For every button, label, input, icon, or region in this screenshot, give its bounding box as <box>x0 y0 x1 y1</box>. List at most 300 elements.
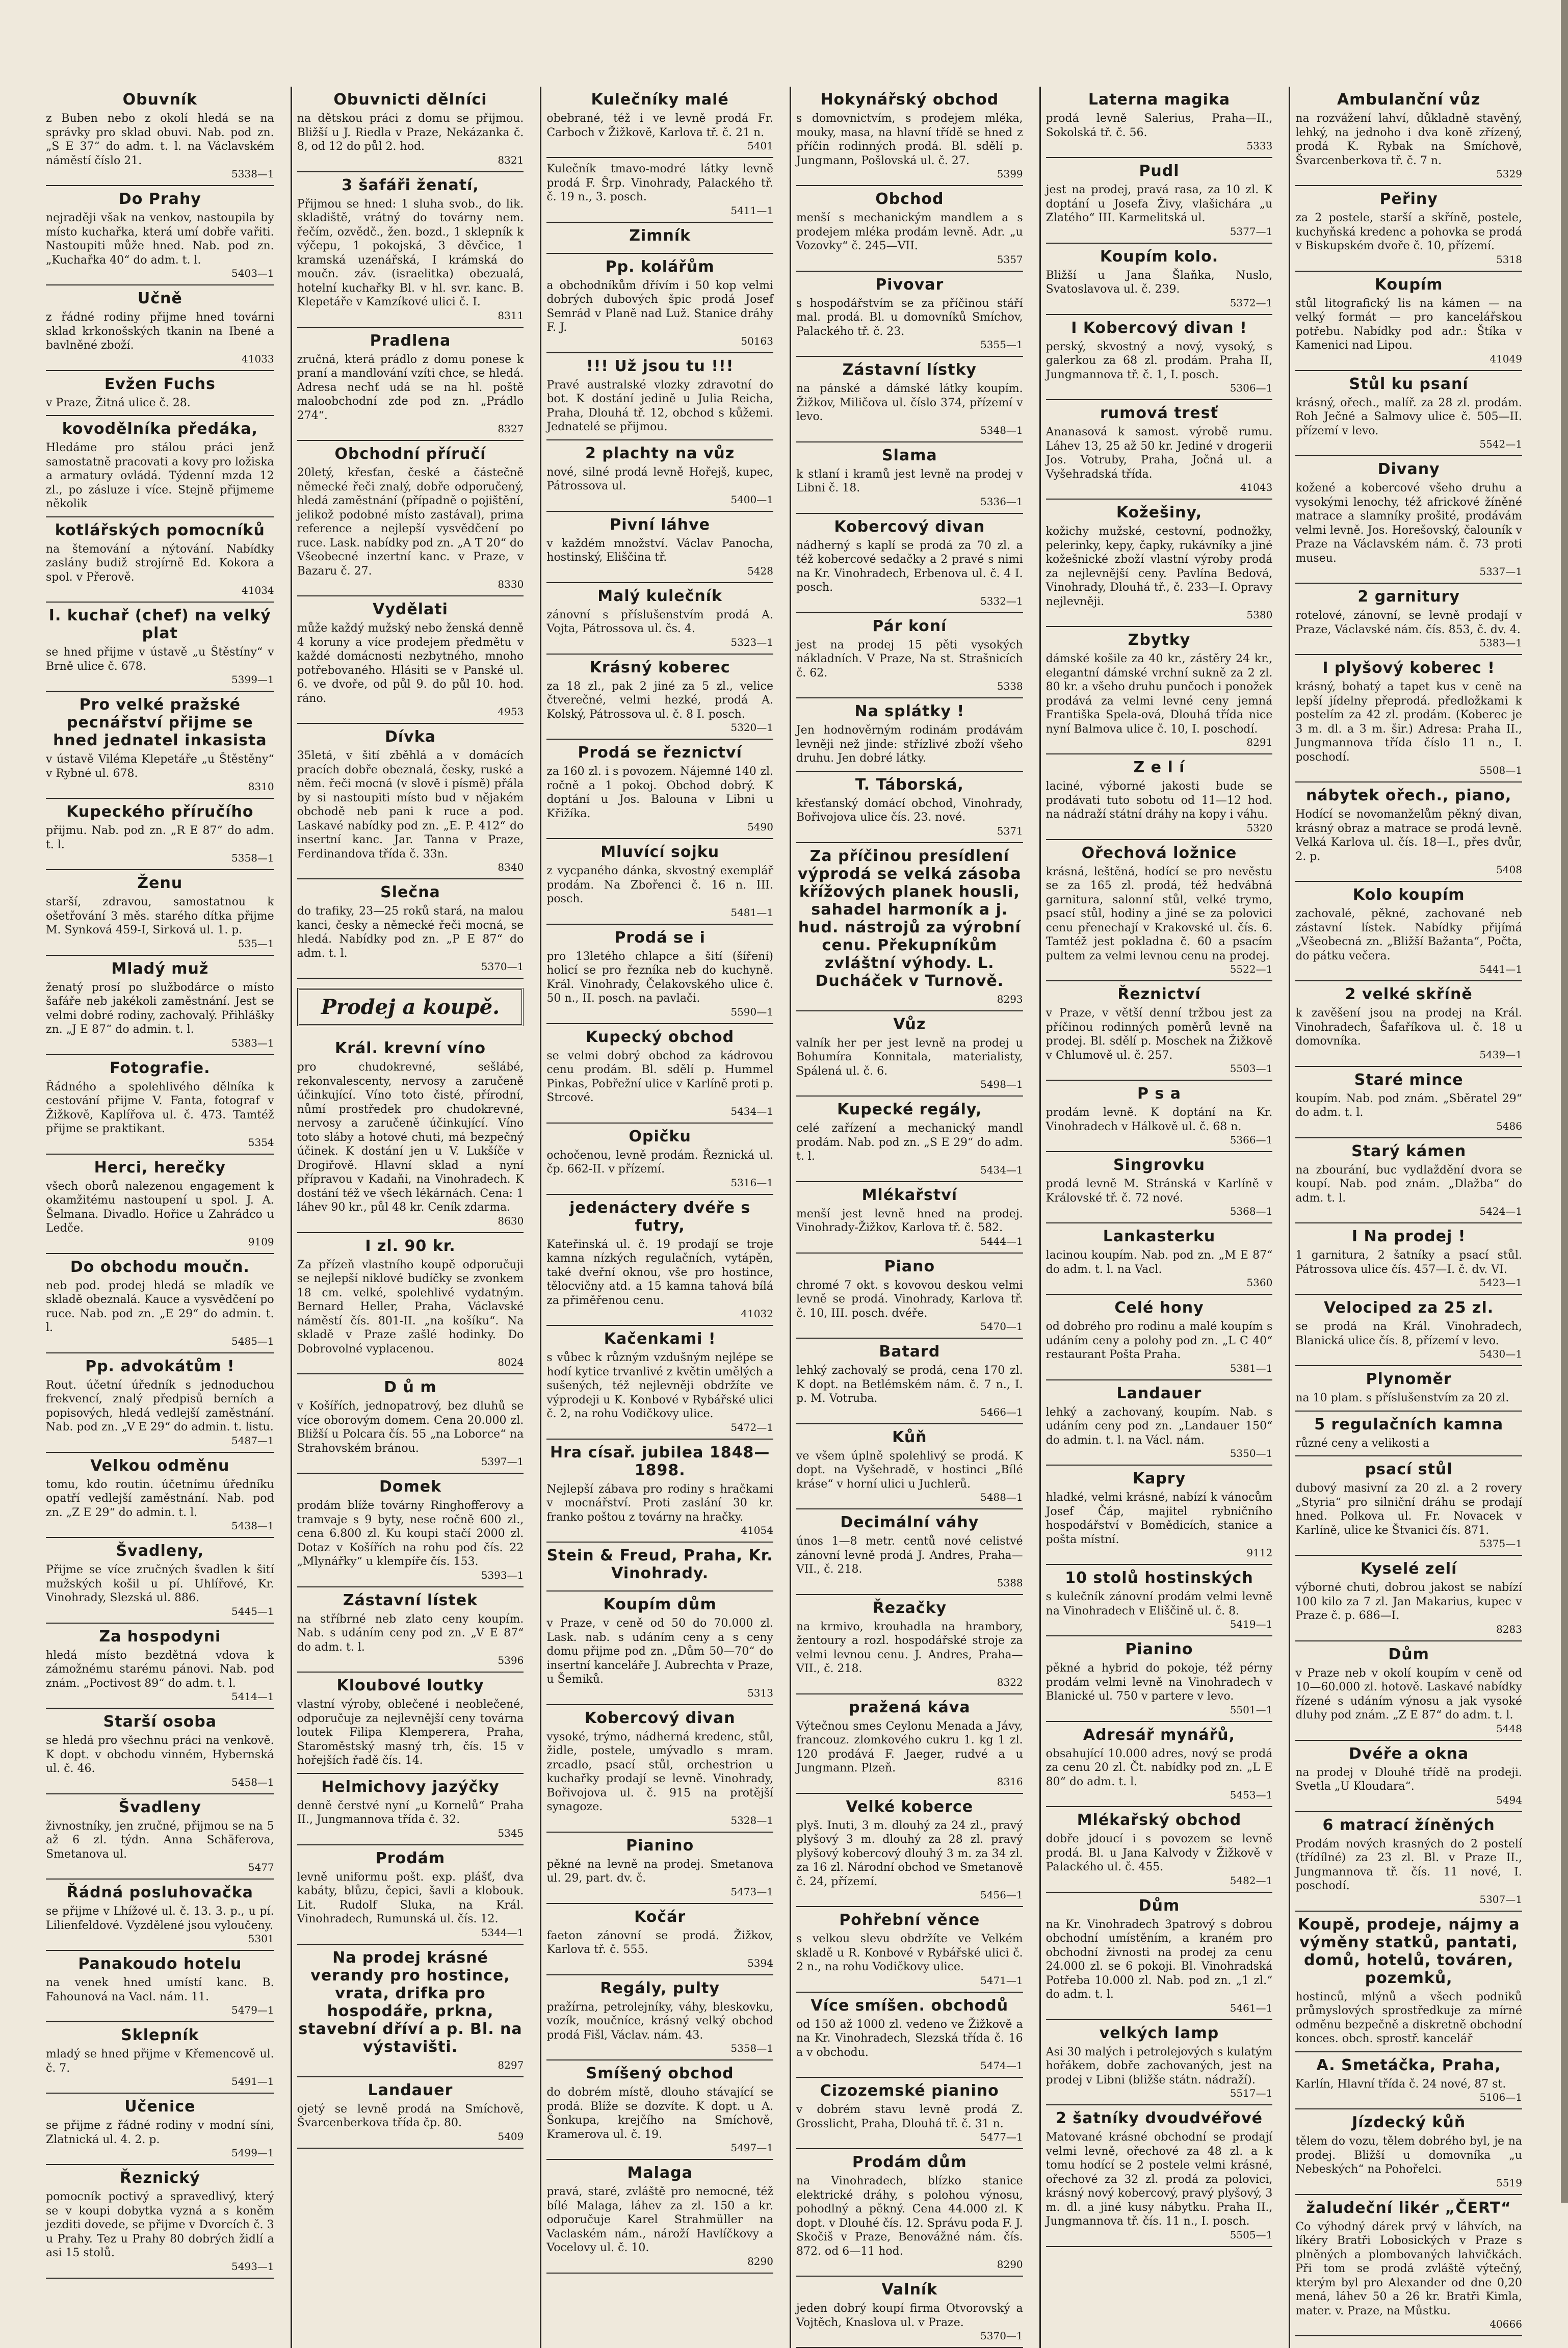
ad-code: 5332—1 <box>980 594 1023 607</box>
ad-text: krásný, ořech., malíř. za 28 zl. prodám. Roh Ječné a Salmovy ulice č. 505—II. přízemí v levo. <box>1295 396 1522 437</box>
classified-ad <box>546 740 773 839</box>
ad-code: 40666 <box>1489 2318 1522 2330</box>
ad-title: Ořechová ložnice <box>1081 844 1237 862</box>
ad-code: 5370—1 <box>980 2330 1023 2342</box>
classified-ad <box>546 87 773 158</box>
ad-title: I zl. 90 kr. <box>365 1237 456 1255</box>
ad-code: 8310 <box>248 780 274 793</box>
ad-title: 6 matrací žíněných <box>1322 1816 1495 1834</box>
ad-code: 8293 <box>997 993 1023 1005</box>
classified-ad <box>1295 655 1522 782</box>
classified-ad <box>546 2060 773 2160</box>
classified-ad <box>546 1705 773 1833</box>
ad-title: Dvéře a okna <box>1349 1744 1469 1763</box>
ad-text: tělem do vozu, tělem dobrého byl, je na prodej. Bližší u domovníka „u Nebeských“ na Pohořelci. <box>1295 2135 1522 2176</box>
ad-code: 5348—1 <box>980 424 1023 436</box>
classified-ad <box>546 839 773 925</box>
ad-code: 5383—1 <box>231 1036 274 1049</box>
ad-text: výborné chuti, dobrou jakost se nabízí 100 kilo za 7 zl. Jan Makarius, kupec v Praze č. p. 686—I. <box>1295 1581 1522 1622</box>
ad-title: Batard <box>879 1343 940 1361</box>
ad-title: I Kobercový divan ! <box>1071 319 1247 337</box>
ad-title: kovodělníka předáka, <box>62 420 258 438</box>
classified-ad <box>796 186 1023 272</box>
ad-title: Vydělati <box>373 601 448 618</box>
ad-text: chromé 7 okt. s kovovou deskou velmi levně se prodá. Vinohrady, Karlova tř. č. 10, III. posch. dvéře. <box>796 1279 1023 1320</box>
ad-text: kožichy mužské, cestovní, podnožky, pelerinky, kepy, čapky, rukávníky a jiné kožešnické zboží vlastní výroby prodá za nejlevnější ceny. Pavlína Bedová, Vinohrady, Dlouhá tř., č. 233—I. Opravy nejlevněji. <box>1046 525 1273 608</box>
ad-code: 5336—1 <box>980 495 1023 508</box>
ad-title: Kloubové loutky <box>336 1677 484 1694</box>
classified-ad <box>546 1592 773 1705</box>
classified-ad <box>546 353 773 440</box>
classified-ad <box>1295 1641 1522 1741</box>
classified-ad <box>297 1587 524 1673</box>
ad-text: pro 13letého chlapce a šití (šíření) holicí se pro řezníka neb do kuchyně. Král. Vinohrady, Čelakovského ulice č. 50 n., II. posch. na pavlači. <box>546 950 773 1005</box>
ad-code: 41034 <box>242 584 274 596</box>
ad-code: 5329 <box>1496 168 1522 180</box>
ad-title: Dům <box>1138 1896 1180 1915</box>
ad-title: Pradlena <box>370 331 451 350</box>
ad-code: 5377—1 <box>1230 225 1273 238</box>
ad-text: a obchodníkům dřívím i 50 kop velmi dobrých dubových špic prodá Josef Semrád v Planě nad Luž. Stanice dráhy F. J. <box>546 279 773 334</box>
ad-code: 5505—1 <box>1230 2228 1273 2241</box>
classified-ad <box>1295 1912 1522 2052</box>
classified-ad <box>46 1794 274 1880</box>
classified-ad <box>46 1453 274 1538</box>
ad-code: 5517—1 <box>1230 2087 1273 2099</box>
ad-title: Kupecké regály, <box>837 1101 982 1118</box>
ad-code: 5328—1 <box>730 1814 773 1827</box>
classified-ad <box>1046 754 1273 840</box>
ad-code: 5438—1 <box>231 1520 274 1532</box>
classified-ad <box>1295 782 1522 882</box>
ad-code: 5396 <box>498 1654 524 1666</box>
ad-code: 5400—1 <box>730 493 773 506</box>
classified-ad <box>796 514 1023 613</box>
ad-title: Ženu <box>137 874 183 892</box>
ad-code: 5401 <box>747 140 773 152</box>
ad-code: 5486 <box>1496 1119 1522 1132</box>
classified-ad <box>1046 1893 1273 2020</box>
classified-ad <box>297 1035 524 1233</box>
ad-text: v Praze, Žitná ulice č. 28. <box>46 396 191 409</box>
classified-ad <box>46 87 274 186</box>
ad-title: Malý kulečník <box>597 587 722 605</box>
classified-ad <box>1295 1138 1522 1224</box>
ad-title: Pohřební věnce <box>839 1911 980 1929</box>
ad-title: Pudl <box>1139 162 1180 180</box>
ad-text: v Praze, v ceně od 50 do 70.000 zl. Lask. nab. s udáním ceny a s ceny domu přijme pod zn. „Dům 50—70“ do insertní kanceláře J. Aubrechta v Praze, u Šemiků. <box>546 1617 773 1686</box>
ad-title: kotlářských pomocníků <box>55 521 265 539</box>
classified-ad <box>546 2160 773 2274</box>
ad-code: 9109 <box>248 1235 274 1248</box>
classified-ad <box>46 416 274 517</box>
ad-text: z řádné rodiny přijme hned továrni sklad krkonošských tkanin na Ibené a bavlněné zboží. <box>46 311 274 352</box>
ad-title: Švadleny, <box>116 1542 204 1560</box>
ad-text: pro chudokrevné, sešlábé, rekonvalescenty, nervosy a zaručeně účinkující. Víno toto čisté, přírodní, nůmí prostředek pro chudokrevné, nervosy a zaručeně účinkující. Víno toto sláby a hotové chuti, má bezpečný účinek. K dostání jen u V. Lukšíče v Drogiřově. Hlavní sklad a nyní přípravou v Kadaňi, na Vinohradech. K dostání též ve všech lékárnách. Cena: 1 láhev 90 kr., půl 48 kr. Ceník zdarma. <box>297 1061 524 1214</box>
ad-text: od 150 až 1000 zl. vedeno ve Žižkově a na Kr. Vinohradech, Slezská třída č. 16 a v obchodu. <box>796 2018 1023 2059</box>
classified-ad <box>796 1097 1023 1182</box>
ad-code: 5434—1 <box>730 1105 773 1117</box>
ad-code: 5497—1 <box>730 2142 773 2154</box>
scan-edge <box>1561 0 1568 2203</box>
ad-code: 5423—1 <box>1479 1276 1522 1289</box>
classified-ad <box>796 1182 1023 1254</box>
ad-title: Kožešiny, <box>1116 504 1203 521</box>
ad-text: hostinců, mlýnů a všech podniků průmyslových sprostředkuje za mírné odměnu bezpečně a diskretně obchodní konces. obch. sprostř. kancelář <box>1295 1990 1522 2045</box>
ad-text: dobře jdoucí i s povozem se levně prodá. Bl. u Jana Kalvody v Žižkově v Palackého ul. č. 455. <box>1046 1833 1273 1873</box>
classified-ad <box>796 1424 1023 1510</box>
classified-ad <box>297 1374 524 1474</box>
ad-title: pražená káva <box>849 1698 971 1716</box>
ad-title: Laterna magika <box>1088 91 1231 109</box>
ad-code: 5320—1 <box>730 721 773 734</box>
ad-text: 1 garnitura, 2 šatníky a psací stůl. Pátrossova ulice čís. 457—I. č. dv. VI. <box>1295 1249 1522 1276</box>
classified-ad <box>1046 87 1273 158</box>
ad-title: Prodá se řeznictví <box>578 744 742 762</box>
ad-title: velkých lamp <box>1099 2024 1219 2042</box>
ad-text: Řádného a spolehlivého dělníka k cestování přijme V. Fanta, fotograf v Žižkově, Kaplířova ul. č. 473. Tamtéž přijme se praktikant. <box>46 1080 274 1135</box>
ad-title: Učně <box>137 290 182 307</box>
ad-text: do trafiky, 23—25 roků stará, na malou kanci, česky a německé řeči mocná, se hledá. Nabídky pod zn. „P E 87“ do adm. t. l. <box>297 905 524 960</box>
ad-title: 5 regulačních kamna <box>1314 1415 1504 1433</box>
ad-code: 5522—1 <box>1230 963 1273 975</box>
ad-title: Starý kámen <box>1351 1142 1467 1160</box>
ad-code: 9112 <box>1246 1547 1273 1559</box>
classified-ad <box>546 254 773 353</box>
ad-text: jest na prodej 15 pěti vysokých nákladních. V Praze, Na st. Strašnicích č. 62. <box>796 638 1023 680</box>
ad-code: 5499—1 <box>231 2147 274 2159</box>
ad-text: v Praze, v větší denní tržbou jest za příčinou rodinných poměrů levně na prodej. Bl. sdělí p. Moschek na Žižkově v Chlumově ul. č. 257. <box>1046 1007 1273 1062</box>
ad-code: 5408 <box>1496 864 1522 876</box>
ad-title: Pp. kolářům <box>605 257 715 276</box>
ad-title: Kupeckého příručího <box>66 803 254 821</box>
classified-ad <box>1295 1223 1522 1295</box>
ad-code: 5370—1 <box>481 960 524 973</box>
ad-text: k stlaní i kramů jest levně na prodej v Libni č. 18. <box>796 467 1023 494</box>
ad-code: 5441—1 <box>1479 963 1522 975</box>
classified-ad <box>1295 584 1522 655</box>
ad-title: Starší osoba <box>103 1713 217 1731</box>
ad-title: Krásný koberec <box>589 658 730 676</box>
classified-ad <box>297 87 524 172</box>
ad-text: v každém množství. Václav Panocha, hostinský, Eliščina tř. <box>546 537 773 564</box>
classified-ad <box>1046 2020 1273 2106</box>
ad-text: se přijme z řádné rodiny v modní síni, Zlatnická ul. 4. 2. p. <box>46 2119 274 2146</box>
ad-text: v Praze neb v okolí koupím v ceně od 10—60.000 zl. hotově. Laskavé nabídky řízené s udáním výnosu a jak vysoké dluhy pod znám. „Z E 87“ do adm. t. l. <box>1295 1666 1522 1721</box>
ad-code: 5542—1 <box>1479 438 1522 450</box>
classified-ad <box>297 724 524 879</box>
ad-text: Rout. účetní úředník s jednoduchou frekvencí, znalý předpisů berních a popisových, hledá vedlejší zaměstnání. Nab. pod zn. „V E 29“ do admin. t. listu. <box>46 1378 274 1433</box>
classified-ad <box>1046 1565 1273 1636</box>
ad-text: laciné, výborné jakosti bude se prodávati tuto sobotu od 11—12 hod. na nádraží státní dráhy na kopy i váhu. <box>1046 780 1273 821</box>
classified-ad <box>297 879 524 979</box>
ad-title: Velkou odměnu <box>90 1456 230 1475</box>
classified-ad <box>796 1011 1023 1097</box>
ad-title: Staré mince <box>1354 1071 1464 1089</box>
classified-ad <box>546 512 773 583</box>
ad-code: 5318 <box>1496 253 1522 266</box>
ad-title: Singrovku <box>1113 1156 1205 1174</box>
ad-text: menší s mechanickým mandlem a s prodejem mléka prodám levně. Adr. „u Vozovky“ č. 245—VII. <box>796 212 1023 252</box>
ad-title: I Na prodej ! <box>1351 1228 1466 1245</box>
ad-text: za 18 zl., pak 2 jiné za 5 zl., velice čtverečné, velmi hezké, prodá A. Kolský, Pátrossova ul. č. 8 I. posch. <box>546 680 773 721</box>
ad-title: Cizozemské pianino <box>820 2082 999 2100</box>
ad-text: ojetý se levně prodá na Smíchově, Švarcenberkova třída čp. 80. <box>297 2102 524 2129</box>
ad-text: pražírna, petrolejníky, váhy, bleskovku, vozík, moučníce, krásný velký obchod prodá Fišl, Václav. nám. 43. <box>546 2000 773 2042</box>
ad-title: T. Táborská, <box>855 775 964 794</box>
ad-title: Pianino <box>1125 1640 1193 1658</box>
ad-code: 5501—1 <box>1230 1703 1273 1716</box>
classified-ad <box>297 1233 524 1375</box>
ad-title: 2 šatníky dvoudvéřové <box>1055 2109 1263 2127</box>
classified-ad <box>297 1774 524 1845</box>
classified-ad <box>546 1440 773 1543</box>
ad-code: 41054 <box>741 1524 773 1536</box>
ad-text: Asi 30 malých i petrolejových s kulatým hořákem, dobře zachovaných, jest na prodej v Libni (bližše státn. nádraží). <box>1046 2045 1273 2086</box>
classified-ad <box>297 1945 524 2077</box>
ad-title: Řádná posluhovačka <box>66 1884 253 1901</box>
ad-title: Stůl ku psaní <box>1349 375 1469 393</box>
ad-text: krásný, bohatý a tapet kus v ceně na lepší jídelny přeprodá. předložkami k postelím za 42 zl. prodám. (Koberec je 3 m. dl. a 3 m. šir.) Adresa: Praha II., Jungmannova třída číslo 11 n., I. poschodí. <box>1295 681 1522 764</box>
classified-ad <box>546 1543 773 1592</box>
classified-ad <box>796 698 1023 772</box>
ad-title: Kobercový divan <box>834 517 985 536</box>
ad-code: 5320 <box>1246 821 1273 834</box>
classified-ad <box>1295 882 1522 981</box>
ad-text: pěkné a hybrid do pokoje, též pérny prodám velmi levně na Vinohradech v Blanické ul. 750 v partere v levo. <box>1046 1662 1273 1703</box>
classified-ad <box>1046 1295 1273 1380</box>
ad-text: na krmivo, krouhadla na hrambory, žentoury a rozl. hospodářské stroje za velmi levnou cenu. J. Andres, Praha—VII., č. 218. <box>796 1620 1023 1675</box>
ad-column-5 <box>1039 87 1278 2348</box>
classified-ad <box>1046 1223 1273 1295</box>
ad-text: krásná, leštěná, hodící se pro nevěstu se za 165 zl. prodá, též hedvábná garnitura, salonní stůl, velké trymo, psací stůl, hodiny a jiné se za polovici cenu přenechají v Krakovské ul. čís. 6. Tamtéž jest pokladna č. 60 a psacím pultem za velmi levnou cenu na prodej. <box>1046 865 1273 962</box>
ad-text: mladý se hned přijme v Křemencově ul. č. 7. <box>46 2048 274 2075</box>
ad-code: 5434—1 <box>980 1163 1023 1176</box>
ad-title: Evžen Fuchs <box>104 375 216 393</box>
ad-title: Mlékařství <box>861 1186 958 1204</box>
classified-ad <box>1046 840 1273 982</box>
ad-code: 5338—1 <box>231 168 274 180</box>
classified-ad <box>1295 272 1522 371</box>
classified-ad <box>796 1339 1023 1424</box>
ad-text: neb pod. prodej hledá se mladík ve skladě obeznalá. Kauce a vysvědčení po ruce. Nab. pod zn. „E 29“ do admin. t. l. <box>46 1279 274 1334</box>
ad-text: s vůbec k různým vzdušným nejlépe se hodí kytice trvanlivé z květin umělých a sušených, též nejlevněji obdržíte ve výprodeji u K. Konbové v Rybářské ulici č. 2, na rohu Vodičkovy ulice. <box>546 1351 773 1420</box>
ad-code: 8321 <box>498 153 524 166</box>
ad-text: hledá místo bezdětná vdova k zámožnému starému pánovi. Nab. pod znám. „Poctivost 89“ do adm. t. l. <box>46 1649 274 1690</box>
classified-ad <box>796 2277 1023 2348</box>
ad-title: Pivní láhve <box>610 515 710 534</box>
ad-code: 5458—1 <box>231 1776 274 1788</box>
ad-text: na zbourání, buc vydlaždění dvora se koupí. Nab. pod znám. „Dlažba“ do adm. t. l. <box>1295 1163 1522 1205</box>
classified-ad <box>1046 981 1273 1081</box>
classified-ad <box>796 843 1023 1011</box>
classified-ad <box>297 2077 524 2149</box>
classified-ad <box>46 2165 274 2279</box>
ad-text: jeden dobrý koupí firma Otvorovský a Vojtěch, Knaslova ul. v Praze. <box>796 2302 1023 2329</box>
ad-title: Hokynářský obchod <box>820 91 999 109</box>
ad-text: na 10 plam. s příslušenstvím za 20 zl. <box>1295 1392 1509 1404</box>
ad-title: Landauer <box>1116 1384 1202 1402</box>
ad-code: 4953 <box>498 706 524 718</box>
ad-text: valník her per jest levně na prodej u Bohumíra Konnitala, materialisty, Spálená ul. č. 6. <box>796 1036 1023 1078</box>
ad-text: Bližší u Jana Šlaňka, Nuslo, Svatoslavova ul. č. 239. <box>1046 269 1273 296</box>
ad-code: 5409 <box>498 2130 524 2143</box>
ad-title: Herci, herečky <box>94 1158 226 1177</box>
ad-code: 5344—1 <box>481 1926 524 1939</box>
classified-ad <box>546 1833 773 1904</box>
ad-title: Kupecký obchod <box>586 1028 735 1046</box>
classified-ad <box>546 1024 773 1124</box>
ad-title: jedenáctery dvéře s futry, <box>569 1198 751 1235</box>
ad-code: 5477 <box>248 1861 274 1873</box>
ad-text: zánovní s příslušenstvím prodá A. Vojta, Pátrossova ul. čs. 4. <box>546 608 773 635</box>
ad-text: kožené a kobercové všeho druhu a vysokými lenochy, též africkové žíněné matrace a slamníky prošité, prodávám velmi levně. Jos. Horešovský, čalouník v Praze na Václavském nám. č. 73 proti museu. <box>1295 482 1522 565</box>
classified-ad <box>796 2149 1023 2277</box>
ad-code: 5372—1 <box>1230 296 1273 309</box>
ad-text: s hospodářstvím se za příčinou stáří mal. prodá. Bl. u domovníků Smíchov, Palackého tř. č. 23. <box>796 297 1023 338</box>
ad-code: 8024 <box>498 1356 524 1368</box>
ad-code: 5355—1 <box>980 338 1023 351</box>
classified-ad <box>796 1907 1023 1993</box>
ad-text: hladké, velmi krásné, nabízí k vánocům Josef Čáp, majitel rybničního hospodářství v Bomědicích, stanice a pošta místní. <box>1046 1491 1273 1546</box>
ad-title: Více smíšen. obchodů <box>811 1996 1009 2015</box>
ad-title: Pp. advokátům ! <box>85 1357 235 1375</box>
ad-title: Na splátky ! <box>854 702 965 720</box>
ad-text: Hodící se novomanželům pěkný divan, krásný obraz a matrace se prodá levně. Velká Karlova ul. čís. 18—I., přes dvůr, 2. p. <box>1295 808 1522 863</box>
classified-ad <box>46 1055 274 1155</box>
classified-ad <box>1295 87 1522 186</box>
ad-title: Pianino <box>626 1836 694 1855</box>
ad-code: 5380 <box>1246 609 1273 621</box>
classified-ad <box>1046 1722 1273 1808</box>
ad-text: v ústavě Viléma Klepetáře „u Štěstěny“ v Rybné ul. 678. <box>46 753 274 780</box>
classified-ad <box>1046 1081 1273 1152</box>
ad-title: Kačenkami ! <box>604 1330 716 1348</box>
ad-text: na Vinohradech, blízko stanice elektrické dráhy, s polohou výnosu, pohodlný a pěkný. Cena 44.000 zl. K dopt. v Dlouhé čís. 12. Správu poda F. J. Skočiš v Praze, Benovážné nám. čís. 872. od 6—11 hod. <box>796 2175 1023 2258</box>
ad-title: Řeznický <box>119 2169 200 2187</box>
classified-ad <box>1046 627 1273 754</box>
ad-title: Z e l í <box>1133 759 1185 776</box>
ad-title: Kolo koupím <box>1352 886 1465 904</box>
ad-title: Obuvnicti dělníci <box>333 91 487 109</box>
ad-title: Učenice <box>124 2098 196 2116</box>
classified-ad <box>46 1624 274 1709</box>
classified-ad <box>46 603 274 692</box>
ad-code: 5488—1 <box>980 1491 1023 1503</box>
ad-code: 5474—1 <box>980 2059 1023 2072</box>
ad-title: Prodám dům <box>852 2153 967 2171</box>
classified-ad <box>796 357 1023 442</box>
classified-ad <box>297 1845 524 1945</box>
ad-text: vysoké, trýmo, nádherná kredenc, stůl, židle, postele, umývadlo s mram. zrcadlo, psací stůl, orchestrion u kuchařky prodají se levně. Vinohrady, Bořivojova ul. č. 915 na protější synagoze. <box>546 1730 773 1813</box>
classified-ad <box>1295 1412 1522 1457</box>
ad-text: se prodá na Král. Vinohradech, Blanická ulice čís. 8, přízemí v levo. <box>1295 1320 1522 1347</box>
ad-code: 41033 <box>242 352 274 365</box>
ad-title: I. kuchař (chef) na velký plat <box>48 607 271 642</box>
classified-ad <box>1295 1812 1522 1912</box>
classified-ad <box>297 172 524 328</box>
classified-ad <box>796 772 1023 843</box>
ad-title: Za příčinou presídlení výprodá se velká zásoba křížových planek housli, sahadel harmoník a j. hud. nástrojů za výrobní cenu. Překupníkům zvláštní výhody. L. Ducháček v Turnově. <box>798 847 1022 990</box>
ad-title: Jízdecký kůň <box>1352 2114 1466 2131</box>
ad-text: zachovalé, pěkné, zachované neb zástavní lístek. Nabídky přijímá „Všeobecná zn. „Bližší Bažanta“, Počta, do pátku večera. <box>1295 907 1522 962</box>
classified-ad <box>796 1509 1023 1595</box>
ad-text: prodá levně Salerius, Praha—II., Sokolská tř. č. 56. <box>1046 112 1273 139</box>
ad-text: menší jest levně hned na prodej. Vinohrady-Žižkov, Karlova tř. č. 582. <box>796 1207 1023 1234</box>
ad-text: zručná, která prádlo z domu ponese k praní a mandlování vzíti chce, se hledá. Adresa nechť udá se na hl. poště maloobchodní zde pod zn. „Prádlo 274“. <box>297 353 524 422</box>
ad-title: 10 stolů hostinských <box>1065 1569 1253 1587</box>
ad-title: Celé hony <box>1114 1299 1204 1317</box>
ad-title: Peřiny <box>1379 190 1438 208</box>
ad-code: 8630 <box>498 1214 524 1227</box>
classified-ad <box>1295 1456 1522 1556</box>
ad-text: v dobrém stavu levně prodá Z. Grosslicht, Praha, Dlouhá tř. č. 31 n. <box>796 2103 1023 2130</box>
classified-ad <box>46 2094 274 2165</box>
ad-text: vlastní výroby, oblečené i neoblečené, odporučuje za nejlevnější ceny továrna loutek Filipa Klemperera, Praha, Staroměstský masný trh, čís. 15 v hořejších řadě čís. 14. <box>297 1698 524 1767</box>
ad-code: 8283 <box>1496 1623 1522 1635</box>
ad-code: 5453—1 <box>1230 1789 1273 1801</box>
ad-title: žaludeční likér „ČERT“ <box>1306 2199 1511 2217</box>
ad-text: na venek hned umístí kanc. B. Fahounová na Vacl. nám. 11. <box>46 1976 274 2003</box>
classified-ad <box>796 1595 1023 1694</box>
ad-text: Ananasová k samost. výrobě rumu. Láhev 13, 25 až 50 kr. Jediné v drogerii Jos. Votruby, Praha, Jočná ul. a Vyšehradská třída. <box>1046 426 1273 481</box>
ad-text: s domovnictvím, s prodejem mléka, mouky, masa, na hlavní třídě se hned z příčin rodinných prodá. Bl. sdělí p. Jungmann, Pošlovská ul. č. 27. <box>796 112 1023 167</box>
ad-title: Adresář mynářů, <box>1083 1726 1236 1744</box>
ad-title: Lankasterku <box>1103 1228 1216 1245</box>
ad-text: prodám levně. K doptání na Kr. Vinohradech v Hálkově ul. č. 68 n. <box>1046 1106 1273 1133</box>
ad-text: s velkou slevu obdržíte ve Velkém skladě u R. Konbové v Rybářské ulici č. 2 n., na rohu Vodičkovy ulice. <box>796 1933 1023 1973</box>
classified-ad <box>796 442 1023 514</box>
ad-title: Za hospodyni <box>99 1627 221 1646</box>
ad-text: se hned přijme v ústavě „u Štěstíny“ v Brně ulice č. 678. <box>46 646 274 673</box>
ad-text: únos 1—8 metr. centů nové celistvé zánovní levně prodá J. Andres, Praha—VII., č. 218. <box>796 1535 1023 1576</box>
ad-title: psací stůl <box>1365 1460 1453 1478</box>
ad-column-4 <box>790 87 1028 2348</box>
ad-code: 41049 <box>1489 352 1522 365</box>
ad-text: ochočenou, levně prodám. Řeznická ul. čp. 662-II. v přízemí. <box>546 1149 773 1176</box>
classified-ad <box>1046 1380 1273 1466</box>
ad-title: Velociped za 25 zl. <box>1324 1299 1494 1317</box>
ad-title: Stein & Freud, Praha, Kr. Vinohrady. <box>546 1547 773 1582</box>
ad-text: Kateřinská ul. č. 19 prodají se troje kamna nízkých regulačních, vytápěn, také dveřní oknou, vše pro hostince, tělocvičny atd. a 15 kamna tahová bílá za přiměřenou cenu. <box>546 1238 773 1307</box>
ad-text: různé ceny a velikosti a <box>1295 1437 1430 1450</box>
ad-title: Prodám <box>375 1849 446 1867</box>
classified-ad <box>46 799 274 870</box>
ad-text: stůl litografický lis na kámen — na velký formát — pro kancelářskou potřebu. Nabídky pod adr.: Štíka v Kamenici nad Lipou. <box>1295 297 1522 352</box>
ad-text: na prodej v Dlouhé třídě na prodeji. Svetla „U Kloudara“. <box>1295 1766 1522 1793</box>
ad-title: Landauer <box>368 2081 453 2099</box>
ad-text: na Kr. Vinohradech 3patrový s dobrou obchodní umístěním, a kraném pro obchodní živnosti na prodej za cenu 24.000 zl. se 6 pokoji. Bl. Vinohradská Potřeba 10.000 zl. Nab. pod zn. „1 zl.“ do adm. t. l. <box>1046 1918 1273 2001</box>
ad-code: 5477—1 <box>980 2131 1023 2143</box>
ad-title: Mladý muž <box>111 959 209 978</box>
ad-title: Opičku <box>629 1127 691 1145</box>
ad-title: Domek <box>379 1478 442 1496</box>
ad-text: 35letá, v šití zběhlá a v domácích pracích dobře obeznalá, česky, ruské a něm. řeči mocná (v slově i písmě) přála by si nastoupiti místo bud v nějakém obchodě neb pani k ruce a pod. Laskavé nabídky pod zn. „E. P. 412“ do insertní kanc. Jar. Tanna v Praze, Ferdinandova třída č. 33n. <box>297 749 524 860</box>
classified-ad <box>1295 2195 1522 2337</box>
classified-ad <box>297 441 524 596</box>
ad-text: perský, skvostný a nový, vysoký, s galerkou za 68 zl. prodám. Praha II, Jungmannova tř. č. 1, I. posch. <box>1046 340 1273 381</box>
ad-text: křesťanský domácí obchod, Vinohrady, Bořivojova ulice čís. 23. nové. <box>796 797 1023 824</box>
ad-title: Smíšený obchod <box>586 2065 734 2082</box>
ad-title: Král. krevní víno <box>335 1039 486 1057</box>
classified-ad <box>796 1993 1023 2078</box>
ad-code: 5360 <box>1246 1276 1273 1289</box>
ad-code: 5307—1 <box>1479 1893 1522 1906</box>
ad-code: 5345 <box>498 1827 524 1839</box>
ad-column-2 <box>291 87 529 2348</box>
ad-text: na štemování a nýtování. Nabídky zaslány budiž strojírně Ed. Kokora a spol. v Přerově. <box>46 542 274 584</box>
ad-code: 5479—1 <box>231 2004 274 2016</box>
